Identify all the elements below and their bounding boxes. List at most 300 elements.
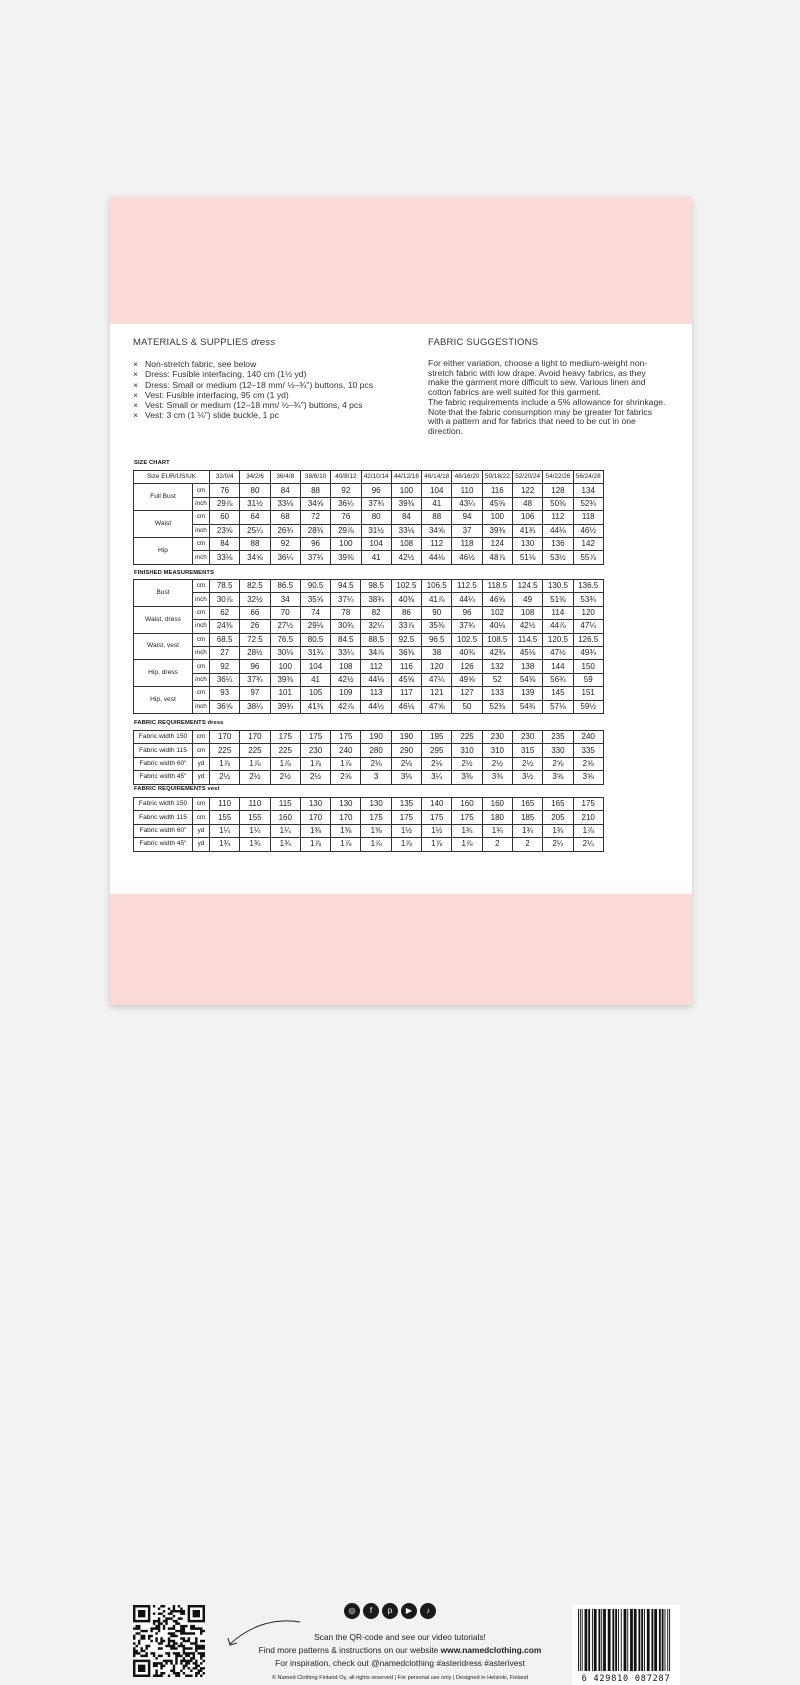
table-cell: 136	[543, 537, 573, 550]
table-cell: 44⅛	[543, 524, 573, 537]
table-cell: 33⅛	[210, 551, 240, 564]
table-cell: 110	[240, 798, 270, 811]
table-cell: 185	[512, 811, 542, 824]
table-cell: 135	[391, 798, 421, 811]
table-cell: 108	[331, 660, 361, 673]
barcode-number: 6 429810 087287	[581, 1674, 671, 1684]
table-cell: 144	[543, 660, 573, 673]
bullet-x-icon: ×	[133, 369, 139, 380]
table-cell: 37¾	[300, 551, 330, 564]
table-cell: 225	[452, 731, 482, 744]
table-cell: 2½	[512, 757, 542, 770]
table-cell: 72	[300, 511, 330, 524]
barcode-bar	[580, 1609, 581, 1671]
table-cell: 1⅞	[331, 757, 361, 770]
table-cell: 2⅝	[331, 771, 361, 784]
table-cell: 50⅜	[543, 497, 573, 510]
fabric-width-name: Fabric width 60"	[134, 757, 193, 770]
table-cell: 160	[482, 798, 512, 811]
table-cell: 104	[361, 537, 391, 550]
table-cell: 34⅝	[422, 524, 452, 537]
size-chart-table	[133, 470, 604, 565]
barcode-bar	[592, 1609, 593, 1671]
table-cell: 64	[240, 511, 270, 524]
bullet-x-icon: ×	[133, 379, 139, 390]
table-cell: 1½	[422, 824, 452, 837]
table-cell: 80.5	[300, 633, 330, 646]
table-cell: 54⅜	[512, 673, 542, 686]
table-cell: 175	[331, 731, 361, 744]
materials-list	[133, 359, 403, 421]
table-cell: 40⅜	[391, 593, 421, 606]
table-cell: 42⅞	[331, 700, 361, 713]
barcode-bar	[588, 1609, 590, 1671]
table-cell: 175	[573, 798, 603, 811]
table-cell: 142	[573, 537, 603, 550]
material-item	[133, 390, 403, 400]
table-row	[134, 687, 604, 700]
measurement-name: Hip, dress	[134, 660, 193, 687]
table-cell: 62	[210, 606, 240, 619]
size-header-label: Size EUR/US/UK	[134, 471, 210, 484]
table-cell: 52⅜	[482, 700, 512, 713]
table-cell: 82.5	[240, 580, 270, 593]
size-label: 42/10/14	[361, 471, 391, 484]
table-cell: 46⅛	[391, 700, 421, 713]
finished-measurements-table	[133, 579, 604, 714]
measurement-name: Hip, vest	[134, 687, 193, 714]
table-cell: 33⅛	[270, 497, 300, 510]
table-cell: 88	[240, 537, 270, 550]
unit-label: cm	[193, 580, 210, 593]
table-cell: 330	[543, 744, 573, 757]
table-cell: 41	[422, 497, 452, 510]
fabric-width-name: Fabric width 115	[134, 744, 193, 757]
table-cell: 112	[543, 511, 573, 524]
table-cell: 100	[482, 511, 512, 524]
table-cell: 37¾	[240, 673, 270, 686]
size-label: 56/24/28	[573, 471, 603, 484]
table-row	[134, 798, 604, 811]
table-cell: 145	[543, 687, 573, 700]
table-cell: 44½	[361, 700, 391, 713]
material-item	[133, 359, 403, 369]
barcode-bar	[669, 1609, 670, 1671]
table-cell: 44⅛	[422, 551, 452, 564]
barcode-bar	[638, 1609, 640, 1671]
table-row	[134, 537, 604, 550]
table-cell: 120.5	[543, 633, 573, 646]
table-cell: 108.5	[482, 633, 512, 646]
table-cell: 88.5	[361, 633, 391, 646]
qr-caption: Scan the QR-code and see our video tutorials!	[314, 1632, 486, 1642]
table-cell: 57⅛	[543, 700, 573, 713]
material-item-text: Vest: Fusible interfacing, 95 cm (1 yd)	[145, 389, 289, 400]
unit-label: inch	[193, 620, 210, 633]
social-icons	[344, 1603, 436, 1619]
table-cell: 120	[573, 606, 603, 619]
table-cell: 2	[482, 838, 512, 851]
fabric-width-name: Fabric width 45"	[134, 771, 193, 784]
table-cell: 116	[482, 484, 512, 497]
inspiration-line: For inspiration, check out @namedclothing #asteridress #asterivest	[275, 1658, 525, 1668]
table-cell: 25¼	[240, 524, 270, 537]
table-cell: 127	[452, 687, 482, 700]
table-cell: 52	[482, 673, 512, 686]
table-cell: 84	[391, 511, 421, 524]
table-cell: 113	[361, 687, 391, 700]
table-cell: 59½	[573, 700, 603, 713]
table-cell: 117	[391, 687, 421, 700]
table-cell: 60	[210, 511, 240, 524]
table-row	[134, 593, 604, 606]
table-cell: 68.5	[210, 633, 240, 646]
table-cell: 33⅛	[391, 524, 421, 537]
table-cell: 36¼	[210, 673, 240, 686]
barcode-bars	[572, 1605, 680, 1675]
table-cell: 335	[573, 744, 603, 757]
table-cell: 1⅞	[300, 757, 330, 770]
table-row	[134, 811, 604, 824]
bullet-x-icon: ×	[133, 359, 139, 369]
unit-label: cm	[193, 731, 210, 744]
table-cell: 120	[422, 660, 452, 673]
table-cell: 1¼	[240, 824, 270, 837]
table-cell: 118	[573, 511, 603, 524]
table-cell: 56¾	[543, 673, 573, 686]
table-cell: 92	[270, 537, 300, 550]
table-cell: 1⅞	[391, 838, 421, 851]
table-cell: 1⅜	[300, 824, 330, 837]
measurement-name: Waist, vest	[134, 633, 193, 660]
barcode-bar	[659, 1609, 661, 1671]
fabric-vest-title: FABRIC REQUIREMENTS vest	[134, 786, 220, 792]
table-cell: 94.5	[331, 580, 361, 593]
fabric-width-name: Fabric width 150	[134, 731, 193, 744]
table-cell: 170	[240, 731, 270, 744]
table-row	[134, 606, 604, 619]
youtube-icon[interactable]: ▶	[401, 1603, 417, 1619]
size-label: 54/22/26	[543, 471, 573, 484]
table-row	[134, 838, 604, 851]
table-cell: 110	[452, 484, 482, 497]
table-cell: 39⅜	[331, 551, 361, 564]
table-cell: 1¼	[210, 824, 240, 837]
table-cell: 2¼	[543, 838, 573, 851]
table-cell: 33¼	[331, 646, 361, 659]
table-cell: 96	[300, 537, 330, 550]
table-cell: 54¾	[512, 700, 542, 713]
table-cell: 76	[331, 511, 361, 524]
table-cell: 114	[543, 606, 573, 619]
unit-label: inch	[193, 524, 210, 537]
table-cell: 130	[300, 798, 330, 811]
table-cell: 121	[422, 687, 452, 700]
table-cell: 43¼	[452, 497, 482, 510]
material-item	[133, 400, 403, 410]
table-cell: 109	[331, 687, 361, 700]
measurement-name: Bust	[134, 580, 193, 607]
measurement-name: Waist, dress	[134, 606, 193, 633]
unit-label: cm	[193, 687, 210, 700]
bullet-x-icon: ×	[133, 389, 139, 400]
size-label: 50/18/22	[482, 471, 512, 484]
table-cell: 44⅛	[361, 673, 391, 686]
table-cell: 48⅞	[482, 551, 512, 564]
table-cell: 105	[300, 687, 330, 700]
bullet-x-icon: ×	[133, 400, 139, 411]
table-cell: 47½	[543, 646, 573, 659]
table-cell: 1¾	[512, 824, 542, 837]
table-cell: 40⅛	[482, 620, 512, 633]
table-cell: 132	[482, 660, 512, 673]
table-row	[134, 620, 604, 633]
fabric-width-name: Fabric width 150	[134, 798, 193, 811]
table-cell: 84	[210, 537, 240, 550]
fabric-width-name: Fabric width 45"	[134, 838, 193, 851]
table-cell: 175	[422, 811, 452, 824]
table-cell: 280	[361, 744, 391, 757]
table-cell: 3⅜	[452, 771, 482, 784]
barcode-bar	[627, 1609, 628, 1671]
table-cell: 108	[391, 537, 421, 550]
table-cell: 46½	[573, 524, 603, 537]
table-cell: 230	[512, 731, 542, 744]
table-cell: 45⅛	[512, 646, 542, 659]
barcode-bar	[664, 1609, 665, 1671]
size-label: 38/6/10	[300, 471, 330, 484]
table-cell: 140	[422, 798, 452, 811]
material-item-text: Dress: Fusible interfacing, 140 cm (1½ yd)	[145, 369, 307, 380]
size-label: 36/4/8	[270, 471, 300, 484]
table-cell: 108	[512, 606, 542, 619]
table-cell: 34⅝	[300, 497, 330, 510]
table-cell: 102.5	[452, 633, 482, 646]
table-cell: 39¾	[270, 700, 300, 713]
size-chart-title: SIZE CHART	[134, 460, 170, 466]
table-cell: 53¾	[573, 593, 603, 606]
table-cell: 37	[452, 524, 482, 537]
table-cell: 3¼	[422, 771, 452, 784]
table-cell: 205	[543, 811, 573, 824]
table-cell: 130	[512, 537, 542, 550]
material-item	[133, 369, 403, 379]
table-cell: 45⅝	[482, 497, 512, 510]
table-cell: 112.5	[452, 580, 482, 593]
table-cell: 38	[422, 646, 452, 659]
table-cell: 2½	[270, 771, 300, 784]
table-cell: 225	[210, 744, 240, 757]
table-cell: 37¾	[361, 497, 391, 510]
table-cell: 175	[300, 731, 330, 744]
tiktok-icon[interactable]: ♪	[420, 1603, 436, 1619]
table-cell: 40⅜	[452, 646, 482, 659]
table-cell: 102	[482, 606, 512, 619]
qr-code[interactable]	[133, 1605, 205, 1677]
table-cell: 225	[270, 744, 300, 757]
table-cell: 36⅜	[391, 646, 421, 659]
table-cell: 96.5	[422, 633, 452, 646]
pinterest-icon[interactable]: p	[382, 1603, 398, 1619]
table-cell: 310	[452, 744, 482, 757]
table-cell: 80	[240, 484, 270, 497]
table-cell: 41	[300, 673, 330, 686]
table-cell: 1⅞	[452, 838, 482, 851]
table-cell: 97	[240, 687, 270, 700]
table-cell: 2⅝	[543, 757, 573, 770]
barcode-bar	[578, 1609, 579, 1671]
table-cell: 195	[422, 731, 452, 744]
table-cell: 2½	[240, 771, 270, 784]
table-cell: 41¾	[512, 524, 542, 537]
table-cell: 112	[361, 660, 391, 673]
table-cell: 1⅞	[240, 757, 270, 770]
fabric-suggestions-text: For either variation, choose a light to medium-weight non-stretch fabric with low drape. Avoid heavy fabrics, as they make the garment more difficult to sew. Various linen and cotton fabrics are well suited for this garment.	[428, 358, 648, 398]
table-row	[134, 497, 604, 510]
table-cell: 93	[210, 687, 240, 700]
table-cell: 1¾	[543, 824, 573, 837]
table-cell: 26	[240, 620, 270, 633]
header-band	[110, 197, 692, 324]
table-cell: 27	[210, 646, 240, 659]
table-cell: 130	[361, 798, 391, 811]
table-cell: 102.5	[391, 580, 421, 593]
table-cell: 175	[452, 811, 482, 824]
barcode-bar	[630, 1609, 633, 1671]
table-cell: 1¾	[452, 824, 482, 837]
size-header-row	[134, 471, 604, 484]
copyright-text: © Named Clothing Finland Oy, all rights reserved | For personal use only | Designed in Helsinki, Finland	[271, 1675, 529, 1681]
material-item-text: Non-stretch fabric, see below	[145, 359, 257, 369]
unit-label: cm	[193, 537, 210, 550]
table-cell: 124.5	[512, 580, 542, 593]
table-cell: 3⅜	[482, 771, 512, 784]
table-cell: 114.5	[512, 633, 542, 646]
barcode-bar	[585, 1609, 588, 1671]
barcode-bar	[647, 1609, 650, 1671]
table-cell: 2½	[482, 757, 512, 770]
table-cell: 49	[512, 593, 542, 606]
table-cell: 2⅛	[361, 757, 391, 770]
table-cell: 30¾	[331, 620, 361, 633]
table-cell: 290	[391, 744, 421, 757]
table-cell: 112	[422, 537, 452, 550]
table-cell: 46½	[452, 551, 482, 564]
table-cell: 230	[482, 731, 512, 744]
qr-modules	[133, 1605, 205, 1677]
unit-label: inch	[193, 593, 210, 606]
table-cell: 2⅝	[573, 757, 603, 770]
table-row	[134, 757, 604, 770]
size-label: 52/20/24	[512, 471, 542, 484]
table-cell: 50	[452, 700, 482, 713]
unit-label: yd	[193, 838, 210, 851]
table-row	[134, 660, 604, 673]
fabric-dress-title: FABRIC REQUIREMENTS dress	[134, 720, 224, 726]
measurement-name: Full Bust	[134, 484, 193, 511]
table-cell: 1⅞	[422, 838, 452, 851]
unit-label: cm	[193, 744, 210, 757]
table-cell: 33⅞	[391, 620, 421, 633]
instagram-icon[interactable]: ◎	[344, 1603, 360, 1619]
table-cell: 76.5	[270, 633, 300, 646]
table-cell: 47¼	[573, 620, 603, 633]
table-cell: 133	[482, 687, 512, 700]
table-cell: 175	[361, 811, 391, 824]
table-cell: 128	[543, 484, 573, 497]
table-cell: 96	[361, 484, 391, 497]
fabric-width-name: Fabric width 115	[134, 811, 193, 824]
unit-label: cm	[193, 811, 210, 824]
unit-label: cm	[193, 606, 210, 619]
barcode-bar	[601, 1609, 602, 1671]
table-cell: 92	[331, 484, 361, 497]
size-label: 48/16/20	[452, 471, 482, 484]
footer-band	[110, 894, 692, 1684]
fabric-allowance-note: The fabric requirements include a 5% allowance for shrinkage. Note that the fabric consumption may be greater for fabrics with a pattern and for fabrics that need to be cut in one direction.	[428, 397, 666, 437]
table-row	[134, 731, 604, 744]
website-link[interactable]: www.namedclothing.com	[440, 1645, 542, 1655]
fabric-suggestions-title: FABRIC SUGGESTIONS	[428, 337, 539, 348]
table-cell: 35⅝	[300, 593, 330, 606]
table-cell: 295	[422, 744, 452, 757]
table-cell: 34⅝	[240, 551, 270, 564]
table-cell: 155	[240, 811, 270, 824]
table-cell: 53½	[543, 551, 573, 564]
table-cell: 42½	[512, 620, 542, 633]
material-item-text: Vest: 3 cm (1 ⅛") slide buckle, 1 pc	[145, 410, 279, 421]
table-cell: 190	[361, 731, 391, 744]
table-cell: 180	[482, 811, 512, 824]
table-cell: 66	[240, 606, 270, 619]
material-item-text: Vest: Small or medium (12–18 mm/ ½–¾") buttons, 4 pcs	[145, 400, 363, 411]
table-cell: 37¾	[452, 620, 482, 633]
table-cell: 49⅝	[452, 673, 482, 686]
table-cell: 138	[512, 660, 542, 673]
unit-label: inch	[193, 646, 210, 659]
table-cell: 34	[270, 593, 300, 606]
table-cell: 26¾	[270, 524, 300, 537]
table-cell: 100	[331, 537, 361, 550]
facebook-icon[interactable]: f	[363, 1603, 379, 1619]
table-cell: 124	[482, 537, 512, 550]
table-cell: 315	[512, 744, 542, 757]
table-row	[134, 700, 604, 713]
barcode-bar	[667, 1609, 668, 1671]
unit-label: cm	[193, 511, 210, 524]
table-cell: 100	[391, 484, 421, 497]
table-cell: 240	[573, 731, 603, 744]
table-cell: 139	[512, 687, 542, 700]
table-cell: 44⅞	[543, 620, 573, 633]
table-cell: 36¼	[331, 497, 361, 510]
table-row	[134, 771, 604, 784]
table-cell: 96	[240, 660, 270, 673]
table-cell: 82	[361, 606, 391, 619]
table-cell: 122	[512, 484, 542, 497]
table-cell: 1⅞	[300, 838, 330, 851]
unit-label: inch	[193, 497, 210, 510]
table-cell: 118.5	[482, 580, 512, 593]
unit-label: yd	[193, 757, 210, 770]
table-cell: 310	[482, 744, 512, 757]
table-cell: 2½	[452, 757, 482, 770]
table-row	[134, 824, 604, 837]
table-cell: 1⅞	[210, 757, 240, 770]
barcode-bar	[621, 1609, 622, 1671]
table-cell: 32¼	[361, 620, 391, 633]
barcode-bar	[582, 1609, 583, 1671]
